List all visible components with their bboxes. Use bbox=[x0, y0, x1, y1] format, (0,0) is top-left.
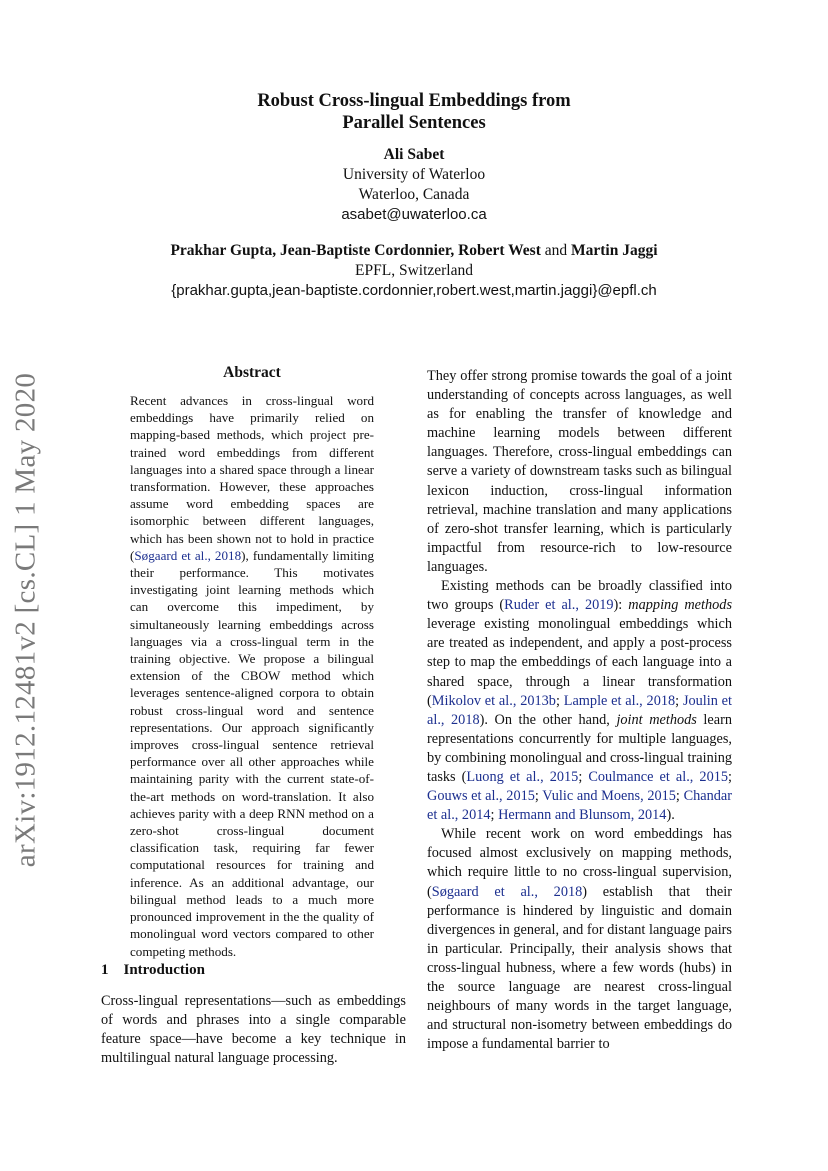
author-affiliation: University of Waterloo bbox=[342, 166, 486, 183]
citation-link[interactable]: Søgaard et al., 2018 bbox=[431, 883, 583, 900]
citation-link[interactable]: Søgaard et al., 2018 bbox=[134, 547, 242, 563]
abstract-heading: Abstract bbox=[223, 364, 281, 381]
title-line-2: Parallel Sentences bbox=[342, 113, 486, 133]
author-block-1 bbox=[0, 145, 828, 225]
citation-link[interactable]: Coulmance et al., 2015 bbox=[588, 768, 729, 785]
citation-link[interactable]: Joulin et al., 2018 bbox=[427, 692, 733, 728]
citation-link[interactable]: Ruder et al., 2019 bbox=[504, 597, 614, 614]
title-line-1: Robust Cross-lingual Embeddings from bbox=[257, 91, 571, 111]
abstract-text: ), fundamentally limiting their performance. This motivates investigating joint learning methods which can overcome this impediment, by simultaneously learning embeddings across languages via a cross-lingual term in the training objective. We propose a bilingual extension of the CBOW method which leverages sentence-aligned corpora to obtain robust cross-lingual word and sentence representations. Our approach significantly improves cross-lingual sentence retrieval performance over all other approaches while maintaining parity with the current state-of-the-art methods on word-translation. It also achieves parity with a deep RNN method on a zero-shot cross-lingual document classification task, requiring far fewer computational resources for training and inference. As an additional advantage, our bilingual method leads to a much more pronounced improvement in the the quality of monolingual word vectors compared to other competing methods. bbox=[130, 547, 374, 959]
right-column bbox=[427, 367, 732, 1054]
section-number: 1 bbox=[101, 962, 109, 978]
paragraph: While recent work on word embeddings has focused almost exclusively on mapping methods, which require little to no cross-lingual supervision, (Søgaard et al., 2018) establish that their performance is hindered by linguistic and domain divergences in general, and for distant language pairs in particular. Principally, their analysis shows that cross-lingual hubness, where a few words (hubs) in the source language are nearest cross-lingual neighbours of many words in the target language, and structural non-isometry between embeddings do impose a fundamental barrier to bbox=[427, 826, 732, 1053]
citation-link[interactable]: Vulic and Moens, 2015 bbox=[542, 788, 676, 805]
author-block-2 bbox=[0, 241, 828, 301]
citation-link[interactable]: Gouws et al., 2015 bbox=[427, 788, 535, 805]
citation-link[interactable]: Chandar et al., 2014 bbox=[427, 788, 732, 824]
citation-link[interactable]: Luong et al., 2015 bbox=[466, 768, 579, 785]
paragraph: Existing methods can be broadly classified into two groups (Ruder et al., 2019): mapping methods leverage existing monolingual embeddings which are treated as independent, and apply a post-process step to map the embeddings of each language into a shared space, through a linear transformation (Mikolov et al., 2013b; Lample et al., 2018; Joulin et al., 2018). On the other hand, joint methods learn representations concurrently for multiple languages, by combining monolingual and cross-lingual training tasks (Luong et al., 2015; Coulmance et al., 2015; Gouws et al., 2015; Vulic and Moens, 2015; Chandar et al., 2014; Hermann and Blunsom, 2014). bbox=[427, 578, 733, 824]
section-heading bbox=[101, 962, 205, 979]
emphasis: mapping methods bbox=[628, 597, 733, 614]
abstract-text: Recent advances in cross-lingual word embeddings have primarily relied on mapping-based methods, which project pre-trained word embeddings from different languages into a shared space through a linear transformation. However, these approaches assume word embedding spaces are isomorphic between different languages, which has been shown not to hold in practice ( bbox=[130, 393, 374, 563]
paragraph: They offer strong promise towards the goal of a joint understanding of concepts across languages, as well as for enabling the transfer of knowledge and machine learning models between different languages. Therefore, cross-lingual embeddings can serve a variety of downstream tasks such as bilingual lexicon induction, cross-lingual information retrieval, machine translation and many applications of zero-shot transfer learning, which is particularly impactful from resource-rich to low-resource languages. bbox=[427, 368, 732, 575]
abstract-body bbox=[130, 392, 374, 960]
arxiv-id: arXiv:1912.12481v2 [cs.CL] 1 May 2020 bbox=[9, 372, 42, 868]
intro-paragraph: Cross-lingual representations—such as embeddings of words and phrases into a single comparable feature space—have become a key technique in multilingual natural language processing. bbox=[101, 993, 406, 1067]
author-names: Prakhar Gupta, Jean-Baptiste Cordonnier, Robert West bbox=[170, 242, 541, 259]
citation-link[interactable]: Lample et al., 2018 bbox=[563, 692, 676, 709]
author-location: Waterloo, Canada bbox=[358, 186, 470, 203]
author-affiliation: EPFL, Switzerland bbox=[355, 262, 473, 279]
author-name: Ali Sabet bbox=[383, 146, 445, 163]
citation-link[interactable]: Mikolov et al., 2013b bbox=[431, 692, 556, 709]
emphasis: joint methods bbox=[616, 711, 697, 728]
author-emails: {prakhar.gupta,jean-baptiste.cordonnier,robert.west,martin.jaggi}@epfl.ch bbox=[171, 282, 657, 299]
author-names-line bbox=[0, 241, 828, 261]
author-last-name: Martin Jaggi bbox=[571, 242, 658, 259]
author-and: and bbox=[544, 242, 568, 259]
paper-title bbox=[0, 90, 828, 134]
author-email: asabet@uwaterloo.ca bbox=[341, 206, 487, 223]
section-title: Introduction bbox=[123, 962, 205, 978]
citation-link[interactable]: Hermann and Blunsom, 2014 bbox=[498, 807, 667, 824]
